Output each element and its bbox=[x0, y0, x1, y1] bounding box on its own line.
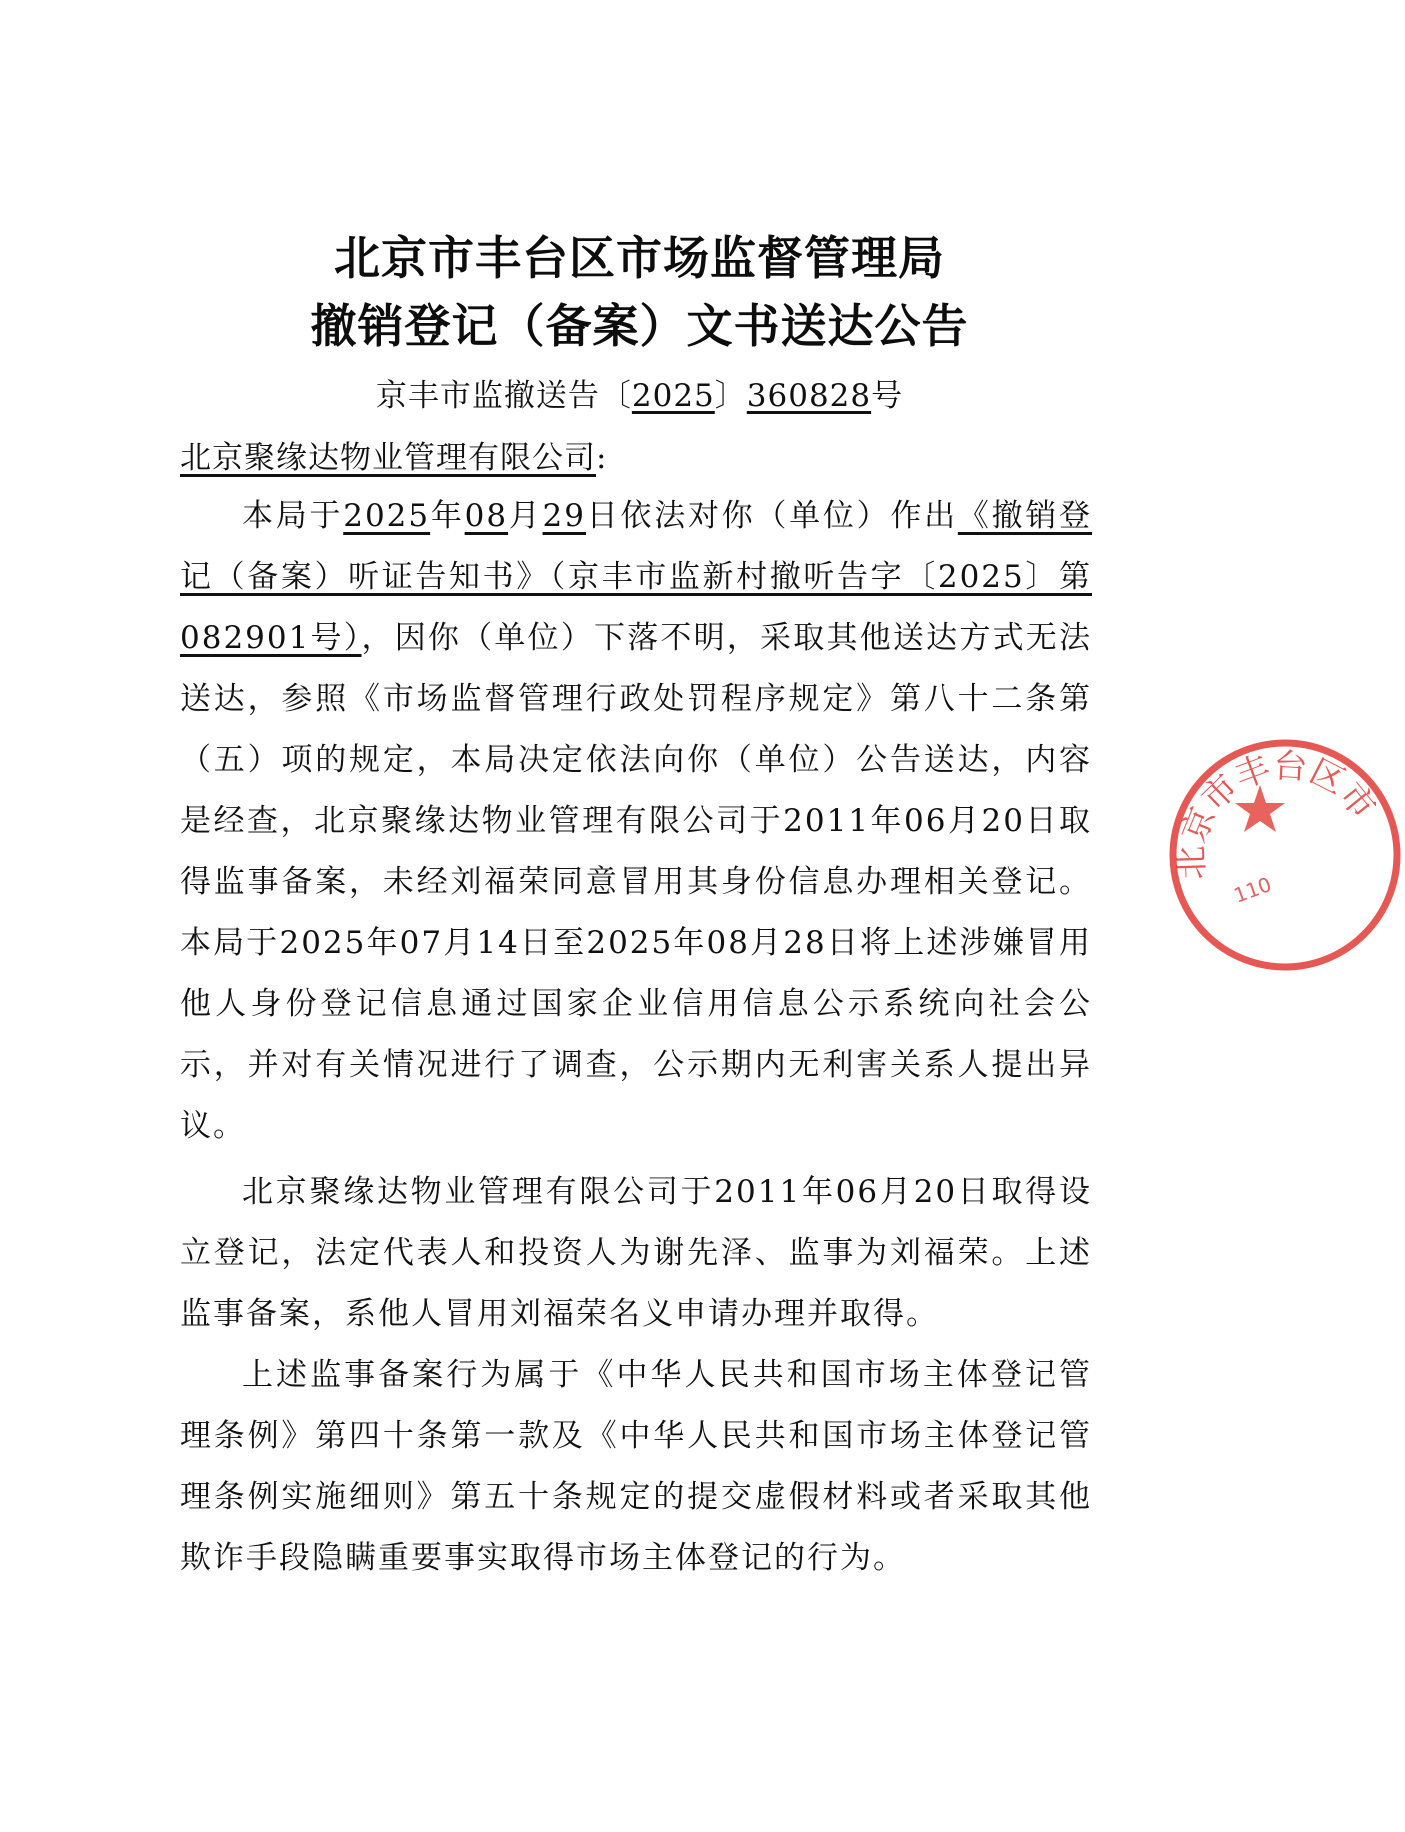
seal-text: 北京市丰台区市 bbox=[1171, 745, 1384, 881]
para1-text-5: ，因你（单位）下落不明，采取其他送达方式无法送达，参照《市场监督管理行政处罚程序规定》第八十二条第（五）项的规定，本局决定依法向你（单位）公告送达，内容是经查，北京聚缘达物业管理有限公司于2011年06月20日取得监事备案，未经刘福荣同意冒用其身份信息办理相关登记。本局于2025年07月14日至2025年08月28日将上述涉嫌冒用他人身份登记信息通过国家企业信用信息公示系统向社会公示，并对有关情况进行了调查，公示期内无利害关系人提出异议。 bbox=[180, 620, 1092, 1144]
document-title-line2: 撤销登记（备案）文书送达公告 bbox=[310, 299, 969, 353]
para1-text-4: 日依法对你（单位）作出 bbox=[586, 498, 958, 534]
seal-code: 110 bbox=[1230, 872, 1275, 908]
para1-text-2: 年 bbox=[430, 498, 465, 534]
official-seal bbox=[1165, 735, 1405, 975]
para3-text: 上述监事备案行为属于《中华人民共和国市场主体登记管理条例》第四十条第一款及《中华人民共和国市场主体登记管理条例实施细则》第五十条规定的提交虚假材料或者采取其他欺诈手段隐瞒重要事实取得市场主体登记的行为。 bbox=[180, 1357, 1092, 1576]
docno-year: 2025 bbox=[631, 378, 715, 414]
para1-text-3: 月 bbox=[508, 498, 543, 534]
para1-month: 08 bbox=[464, 498, 509, 534]
para1-linked-document: 《撤销登记（备案）听证告知书》（京丰市监新村撤听告字〔2025〕第082901号） bbox=[180, 498, 1093, 656]
para2-text: 北京聚缘达物业管理有限公司于2011年06月20日取得设立登记，法定代表人和投资人为谢先泽、监事为刘福荣。上述监事备案，系他人冒用刘福荣名义申请办理并取得。 bbox=[180, 1174, 1092, 1332]
document-title-line1: 北京市丰台区市场监督管理局 bbox=[334, 231, 945, 285]
para1-day: 29 bbox=[542, 498, 586, 534]
addressee-name: 北京聚缘达物业管理有限公司 bbox=[180, 440, 596, 476]
docno-serial: 360828 bbox=[746, 378, 872, 414]
docno-middle: 〕 bbox=[714, 378, 747, 414]
docno-prefix: 京丰市监撤送告〔 bbox=[375, 378, 632, 414]
document-number bbox=[0, 370, 1279, 415]
paragraph-2 bbox=[180, 1162, 1092, 1345]
para1-text-1: 本局于 bbox=[242, 498, 344, 534]
docno-suffix: 号 bbox=[871, 378, 904, 414]
para1-year: 2025 bbox=[343, 498, 431, 534]
addressee-colon: : bbox=[596, 440, 608, 476]
paragraph-3 bbox=[180, 1345, 1092, 1589]
addressee bbox=[180, 432, 607, 477]
paragraph-1 bbox=[180, 486, 1092, 1157]
